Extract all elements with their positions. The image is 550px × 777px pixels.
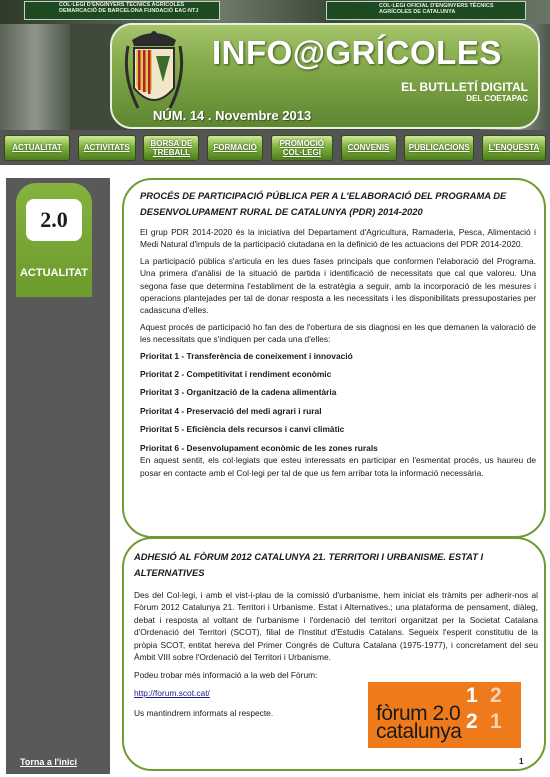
priority-item: Prioritat 3 - Organització de la cadena alimentària (140, 387, 337, 398)
article-forum-more-info: Podeu trobar més informació a la web del Fòrum: (134, 670, 318, 681)
forum-link[interactable]: http://forum.scot.cat/ (134, 687, 210, 698)
article-pdr-closing: En aquest sentit, els col·legiats que esteu interessats en participar en l'esmentat procés, us haureu de posar en contacte amb el Col·legi per tal de que us fem arribar tota la informació necessària. (140, 455, 536, 478)
speech-bubble-icon (26, 199, 82, 241)
priority-item: Prioritat 6 - Desenvolupament econòmic de les zones rurals (140, 442, 378, 453)
header (0, 0, 550, 130)
badge-label: 2.0 (40, 207, 68, 232)
newsletter-subtitle-org: DEL COETAPAC (466, 94, 528, 103)
nav-formacio[interactable]: FORMACIÓ (207, 135, 263, 161)
back-to-top-link[interactable]: Torna a l'inici (20, 757, 77, 767)
nav-convenis[interactable]: CONVENIS (341, 135, 397, 161)
forum-logo-digit: 2 (466, 710, 478, 733)
nav-promocio-collegi[interactable]: PROMOCIÓ COL·LEGI (271, 135, 333, 161)
article-pdr-title: PROCÉS DE PARTICIPACIÓ PÚBLICA PER A L'ELABORACIÓ DEL PROGRAMA DE DESENVOLUPAMENT RURAL DE CATALUNYA (PDR) 2014-2020 (140, 190, 507, 217)
building-sign-right: COL·LEGI OFICIAL D'ENGINYERS TÈCNICS AGRÍCOLES DE CATALUNYA (326, 1, 526, 20)
forum-logo-digit: 1 (466, 684, 478, 707)
section-label: ACTUALITAT (19, 267, 89, 279)
page-number: 1 (519, 757, 524, 766)
newsletter-subtitle: EL BUTLLETÍ DIGITAL (401, 80, 528, 94)
nav-borsa-de-treball[interactable]: BORSA DE TREBALL (143, 135, 199, 161)
header-photo-left (0, 24, 70, 130)
article-pdr-paragraph: La participació pública s'articula en les dues fases principals que conformen l'elaboració del Programa. Una primera d'anàlisi de la situació de partida i identificació de necessitats que cal que valoreu. Una segona fase que determina l'establiment de la estratègia a seguir, amb la incorporació de les mesures i operacions plantejades per tal de donar resposta a les necessitats i les disponibilitats pressupostaries per cadascuna d'elles. (140, 255, 536, 316)
nav-lenquesta[interactable]: L'ENQUESTA (482, 135, 546, 161)
article-pdr-body (140, 226, 536, 483)
priority-item: Prioritat 4 - Preservació del medi agrari i rural (140, 405, 322, 416)
article-forum-closing: Us mantindrem informats al respecte. (134, 708, 274, 719)
forum-logo-line1: fòrum 2.0 (376, 702, 461, 725)
newsletter-title: INFO@GRÍCOLES (212, 34, 502, 71)
building-sign-left: COL·LEGI D'ENGINYERS TÈCNICS AGRÍCOLES DEMARCACIÓ DE BARCELONA FUNDACIÓ EAC-NTJ (24, 1, 220, 20)
nav-publicacions[interactable]: PUBLICACIONS (404, 135, 474, 161)
article-forum-paragraph: Des del Col·legi, i amb el vist-i-plau de la comissió d'urbanisme, hem iniciat els tràmits per adherir-nos al Fòrum 2012 Catalunya 21. Territori i Urbanisme. Estat i Alternatives.; una plataforma de pensament, diàleg, debat i resposta al voltant de l'urbanisme i l'ordenació del territori organitzat per la Societat Catalana d'Ordenació del Territori (SCOT), filial de l'Institut d'Estudis Catalans. Segueix l'esperit constitutiu de la pròpia SCOT, entitat hereva del Primer Congrés de Cultura Catalana (1975-1977), i concretament del seu Àmbit VIII sobre l'Ordenació del Territori i Urbanisme. (134, 590, 538, 663)
forum-logo-digit: 2 (490, 684, 502, 707)
section-tab (16, 183, 92, 297)
nav-activitats[interactable]: ACTIVITATS (78, 135, 136, 161)
article-pdr-paragraph: Aquest procés de participació ho fan des de l'obertura de sis diagnosi en les que demanen la valoració de les necessitats que s'indiquen per cada una d'elles: (140, 321, 536, 345)
forum-logo-digit: 1 (490, 710, 502, 733)
main-nav (0, 130, 550, 165)
issue-number: NÚM. 14 . Novembre 2013 (153, 108, 312, 123)
article-forum-title: ADHESIÓ AL FÒRUM 2012 CATALUNYA 21. TERRITORI I URBANISME. ESTAT I ALTERNATIVES (134, 551, 484, 578)
forum-logo (368, 682, 521, 748)
priority-item: Prioritat 2 - Competitivitat i rendiment econòmic (140, 369, 332, 380)
coat-of-arms-icon (124, 26, 184, 118)
article-pdr (122, 178, 546, 538)
nav-actualitat[interactable]: ACTUALITAT (4, 135, 70, 161)
forum-logo-line2: catalunya (376, 720, 462, 743)
priority-item: Prioritat 1 - Transferència de coneixement i innovació (140, 350, 353, 361)
priority-item: Prioritat 5 - Eficiència dels recursos i canvi climàtic (140, 424, 345, 435)
article-pdr-paragraph: El grup PDR 2014-2020 és la iniciativa del Departament d'Agricultura, Ramaderia, Pesca, Alimentació i Medi Natural d'impuls de la participació ciutadana en la definició de les actuacions del PDR 2014-2020. (140, 227, 536, 250)
